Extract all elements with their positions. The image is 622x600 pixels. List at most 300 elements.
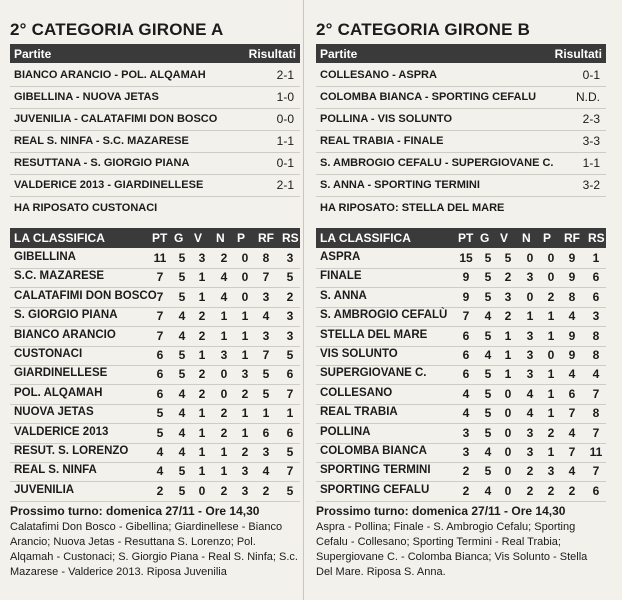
standings-row [316, 385, 606, 405]
col-rf: RF [258, 231, 274, 245]
stat-n: 4 [526, 406, 534, 421]
stat-pt: 2 [156, 483, 164, 498]
stat-rf: 4 [262, 309, 270, 324]
stat-v: 2 [504, 309, 512, 324]
standings-row [10, 268, 300, 288]
stat-p: 0 [547, 348, 555, 362]
stat-g: 5 [484, 289, 492, 304]
standings-row [316, 327, 606, 347]
stat-n: 3 [526, 348, 534, 362]
group-b-fixtures: Aspra - Pollina; Finale - S. Ambrogio Cefalu; Sporting Cefalu - Collesano; Sporting Termini - Real Trabia; Supergiovane C. - Colomba Bianca; Vis Solunto - Stella Del Mare. Riposa S. Anna. [316, 521, 588, 578]
match-row [10, 152, 300, 175]
team-name: POL. ALQAMAH [14, 386, 103, 399]
team-name: BIANCO ARANCIO [14, 328, 116, 341]
standings-row [10, 404, 300, 424]
stat-rs: 5 [286, 483, 294, 498]
stat-v: 1 [198, 425, 206, 440]
standings-row [10, 307, 300, 327]
stat-rf: 8 [262, 251, 270, 265]
col-v: V [500, 231, 509, 245]
team-name: JUVENILIA [14, 483, 75, 496]
team-name: S.C. MAZARESE [14, 270, 105, 283]
match-score: 0-0 [276, 112, 294, 126]
stat-v: 1 [198, 270, 206, 285]
stat-pt: 4 [156, 464, 164, 479]
stat-rs: 5 [286, 348, 294, 362]
team-name: GIARDINELLESE [14, 367, 108, 380]
standings-row [316, 268, 606, 288]
standings-row [10, 443, 300, 463]
match-row [316, 64, 606, 87]
standings-row [316, 424, 606, 444]
match-teams: VALDERICE 2013 - GIARDINELLESE [14, 179, 204, 191]
match-score: 1-1 [582, 156, 600, 170]
col-v: V [194, 231, 203, 245]
stat-pt: 4 [462, 406, 470, 421]
stat-g: 5 [484, 386, 492, 401]
stat-n: 1 [220, 328, 228, 343]
stat-v: 0 [504, 386, 512, 401]
stat-g: 4 [178, 406, 186, 421]
stat-rf: 4 [568, 425, 576, 440]
stat-g: 5 [484, 464, 492, 479]
stat-n: 1 [526, 309, 534, 324]
stat-g: 5 [178, 348, 186, 362]
team-name: VALDERICE 2013 [14, 425, 109, 438]
standings-row [10, 462, 300, 482]
col-p: P [543, 231, 552, 245]
standings-row [10, 327, 300, 347]
stat-p: 0 [241, 251, 249, 265]
team-name: ASPRA [320, 251, 361, 263]
stat-g: 4 [178, 328, 186, 343]
stat-pt: 3 [462, 445, 470, 459]
team-name: SPORTING CEFALU [320, 483, 430, 496]
stat-rf: 4 [262, 464, 270, 479]
stat-v: 3 [198, 251, 206, 265]
stat-p: 1 [241, 328, 249, 343]
team-name: S. ANNA [320, 289, 367, 302]
team-name: REAL S. NINFA [14, 464, 97, 477]
stat-v: 1 [198, 348, 206, 362]
stat-rs: 3 [592, 309, 600, 324]
team-name: CALATAFIMI DON BOSCO [14, 289, 157, 302]
standings-row [10, 346, 300, 366]
stat-g: 5 [484, 251, 492, 265]
match-teams: POLLINA - VIS SOLUNTO [320, 113, 453, 125]
stat-n: 4 [526, 386, 534, 401]
standings-row [10, 424, 300, 444]
stat-rf: 2 [568, 483, 576, 498]
team-name: COLOMBA BIANCA [320, 445, 427, 457]
stat-rf: 1 [262, 406, 270, 421]
stat-v: 3 [504, 289, 512, 304]
stat-rf: 6 [568, 386, 576, 401]
stat-p: 1 [241, 425, 249, 440]
stat-rs: 3 [286, 309, 294, 324]
stat-g: 5 [178, 270, 186, 285]
group-b-standings-header [316, 228, 606, 248]
group-b-matches-header [316, 44, 606, 63]
stat-rf: 3 [262, 328, 270, 343]
stat-rs: 6 [592, 483, 600, 498]
stat-rs: 7 [286, 464, 294, 479]
match-teams: S. ANNA - SPORTING TERMINI [320, 179, 480, 191]
stat-rs: 3 [286, 251, 294, 265]
stat-pt: 6 [462, 328, 470, 343]
match-row [316, 174, 606, 197]
col-rs: RS [282, 231, 299, 245]
team-name: SUPERGIOVANE C. [320, 367, 427, 380]
stat-pt: 5 [156, 406, 164, 421]
stat-p: 1 [241, 348, 249, 362]
standings-row [10, 365, 300, 385]
stat-pt: 3 [462, 425, 470, 440]
stat-g: 4 [484, 309, 492, 324]
stat-g: 5 [484, 367, 492, 382]
match-row [10, 174, 300, 197]
stat-pt: 6 [156, 367, 164, 382]
col-g: G [174, 231, 184, 245]
stat-p: 1 [241, 309, 249, 324]
stat-v: 0 [504, 406, 512, 421]
stat-n: 0 [220, 367, 228, 382]
stat-v: 0 [504, 425, 512, 440]
standings-row [316, 307, 606, 327]
stat-v: 1 [198, 464, 206, 479]
stat-n: 2 [220, 483, 228, 498]
stat-rs: 7 [592, 464, 600, 479]
standings-row [10, 249, 300, 269]
stat-n: 0 [526, 289, 534, 304]
stat-n: 3 [526, 445, 534, 459]
standings-row [10, 385, 300, 405]
team-name: VIS SOLUNTO [320, 348, 398, 360]
stat-rf: 3 [262, 445, 270, 459]
col-g: G [480, 231, 490, 245]
match-teams: COLLESANO - ASPRA [320, 69, 437, 81]
match-score: 0-1 [582, 68, 600, 82]
stat-v: 1 [198, 445, 206, 459]
stat-rs: 1 [286, 406, 294, 421]
stat-p: 1 [547, 386, 555, 401]
stat-pt: 5 [156, 425, 164, 440]
stat-g: 4 [178, 425, 186, 440]
standings-row [316, 482, 606, 502]
stat-v: 2 [198, 367, 206, 382]
stat-pt: 9 [462, 270, 470, 285]
group-b-rest-team: HA RIPOSATO: STELLA DEL MARE [320, 202, 505, 214]
stat-v: 2 [504, 270, 512, 285]
stat-rf: 7 [262, 270, 270, 285]
stat-g: 5 [178, 289, 186, 304]
group-b-next-round: Prossimo turno: domenica 27/11 - Ore 14,30 [316, 504, 566, 518]
col-pt: PT [458, 231, 474, 245]
standings-row [316, 249, 606, 269]
stat-v: 2 [198, 386, 206, 401]
stat-pt: 7 [156, 289, 164, 304]
stat-g: 5 [178, 464, 186, 479]
col-rf: RF [564, 231, 580, 245]
stat-n: 3 [220, 348, 228, 362]
stat-pt: 7 [462, 309, 470, 324]
match-teams: S. AMBROGIO CEFALU - SUPERGIOVANE C. [320, 157, 554, 169]
stat-v: 0 [198, 483, 206, 498]
stat-pt: 6 [462, 348, 470, 362]
team-name: NUOVA JETAS [14, 406, 94, 419]
stat-rs: 5 [286, 445, 294, 459]
stat-g: 5 [178, 251, 186, 265]
stat-rf: 7 [262, 348, 270, 362]
stat-g: 4 [484, 445, 492, 459]
match-teams: BIANCO ARANCIO - POL. ALQAMAH [14, 69, 206, 81]
stat-n: 3 [526, 425, 534, 440]
stat-v: 5 [504, 251, 512, 265]
stat-pt: 7 [156, 309, 164, 324]
match-score: 2-1 [276, 178, 294, 192]
stat-rs: 5 [286, 270, 294, 285]
group-a-matches-header [10, 44, 300, 63]
standings-row [10, 482, 300, 502]
stat-rs: 3 [286, 328, 294, 343]
stat-p: 3 [547, 464, 555, 479]
team-name: REAL TRABIA [320, 406, 398, 419]
stat-p: 2 [547, 289, 555, 304]
match-score: 2-1 [276, 68, 294, 82]
stat-rs: 7 [592, 425, 600, 440]
stat-g: 5 [484, 425, 492, 440]
stat-rs: 6 [592, 270, 600, 285]
stat-rf: 5 [262, 367, 270, 382]
stat-n: 1 [220, 445, 228, 459]
stat-p: 1 [547, 309, 555, 324]
team-name: S. GIORGIO PIANA [14, 309, 118, 322]
match-score: 3-3 [582, 134, 600, 148]
stat-pt: 2 [462, 483, 470, 498]
stat-pt: 15 [459, 251, 473, 265]
stat-n: 1 [220, 464, 228, 479]
stat-n: 2 [220, 406, 228, 421]
stat-p: 1 [547, 406, 555, 421]
group-a-fixtures: Calatafimi Don Bosco - Gibellina; Giardinellese - Bianco Arancio; Nuova Jetas - Resuttana S. Lorenzo; Pol. Alqamah - Custonaci; S. Giorgio Piana - Real S. Ninfa; S.c. Mazarese - Valderice 2013. Riposa Juvenilia [10, 521, 298, 578]
match-score: 2-3 [582, 112, 600, 126]
stat-p: 3 [241, 483, 249, 498]
group-a-next-round: Prossimo turno: domenica 27/11 - Ore 14,30 [10, 504, 260, 518]
stat-p: 1 [241, 406, 249, 421]
group-a-title: 2° CATEGORIA GIRONE A [10, 20, 224, 39]
col-n: N [216, 231, 225, 245]
stat-g: 4 [484, 348, 492, 362]
match-teams: COLOMBA BIANCA - SPORTING CEFALU [320, 91, 537, 103]
standings-row [316, 443, 606, 463]
stat-p: 1 [547, 367, 555, 382]
stat-pt: 6 [156, 348, 164, 362]
stat-rf: 4 [568, 367, 576, 382]
stat-rf: 7 [568, 406, 576, 421]
stat-n: 0 [220, 386, 228, 401]
match-row [316, 86, 606, 109]
standings-row [316, 462, 606, 482]
stat-rf: 4 [568, 309, 576, 324]
col-n: N [522, 231, 531, 245]
match-teams: REAL S. NINFA - S.C. MAZARESE [14, 135, 189, 147]
match-row [316, 152, 606, 175]
match-teams: RESUTTANA - S. GIORGIO PIANA [14, 157, 190, 169]
stat-p: 0 [547, 251, 555, 265]
stat-p: 3 [241, 367, 249, 382]
stat-rs: 2 [286, 289, 294, 304]
stat-v: 2 [198, 328, 206, 343]
stat-v: 1 [504, 367, 512, 382]
stat-rf: 6 [262, 425, 270, 440]
stat-g: 4 [178, 386, 186, 401]
stat-rs: 4 [592, 367, 600, 382]
stat-p: 0 [241, 270, 249, 285]
standings-row [316, 288, 606, 308]
stat-n: 2 [220, 251, 228, 265]
team-name: CUSTONACI [14, 348, 83, 360]
stat-n: 2 [526, 483, 534, 498]
stat-v: 2 [198, 309, 206, 324]
stat-pt: 4 [156, 445, 164, 459]
match-score: 0-1 [276, 156, 294, 170]
stat-pt: 11 [153, 251, 167, 265]
team-name: STELLA DEL MARE [320, 328, 428, 341]
stat-rs: 6 [592, 289, 600, 304]
stat-n: 3 [526, 328, 534, 343]
stat-n: 2 [220, 425, 228, 440]
standings-row [316, 404, 606, 424]
stat-p: 0 [547, 270, 555, 285]
stat-pt: 4 [462, 386, 470, 401]
stat-rf: 8 [568, 289, 576, 304]
stat-p: 0 [241, 289, 249, 304]
stat-n: 4 [220, 289, 228, 304]
match-teams: REAL TRABIA - FINALE [320, 135, 444, 147]
col-rs: RS [588, 231, 605, 245]
stat-n: 1 [220, 309, 228, 324]
stat-pt: 6 [462, 367, 470, 382]
stat-rs: 1 [592, 251, 600, 265]
matches-label: Partite [14, 47, 52, 61]
stat-rs: 7 [286, 386, 294, 401]
stat-rs: 6 [286, 425, 294, 440]
team-name: POLLINA [320, 425, 371, 438]
stat-pt: 7 [156, 328, 164, 343]
team-name: RESUT. S. LORENZO [14, 445, 129, 457]
team-name: SPORTING TERMINI [320, 464, 431, 477]
stat-p: 1 [547, 445, 555, 459]
standings-row [316, 346, 606, 366]
stat-g: 5 [178, 483, 186, 498]
stat-rs: 8 [592, 348, 600, 362]
stat-g: 5 [484, 406, 492, 421]
stat-n: 4 [220, 270, 228, 285]
matches-label: Partite [320, 47, 358, 61]
stat-p: 2 [241, 386, 249, 401]
stat-g: 4 [178, 445, 186, 459]
stat-v: 1 [504, 328, 512, 343]
stat-v: 1 [198, 289, 206, 304]
match-row [316, 130, 606, 153]
stat-p: 1 [547, 328, 555, 343]
group-a-standings-header [10, 228, 300, 248]
stat-g: 5 [178, 367, 186, 382]
match-row [10, 64, 300, 87]
stat-v: 1 [198, 406, 206, 421]
stat-g: 5 [484, 328, 492, 343]
stat-rf: 4 [568, 464, 576, 479]
results-label: Risultati [248, 47, 296, 61]
stat-pt: 7 [156, 270, 164, 285]
match-teams: JUVENILIA - CALATAFIMI DON BOSCO [14, 113, 218, 125]
stat-g: 4 [178, 309, 186, 324]
stat-rf: 9 [568, 270, 576, 285]
team-name: FINALE [320, 270, 362, 283]
team-name: COLLESANO [320, 386, 393, 399]
stat-rs: 8 [592, 328, 600, 343]
team-name: GIBELLINA [14, 251, 76, 263]
standings-label: LA CLASSIFICA [320, 231, 411, 245]
column-divider [303, 0, 304, 600]
group-b-title: 2° CATEGORIA GIRONE B [316, 20, 531, 39]
stat-rs: 6 [286, 367, 294, 382]
match-score: 1-0 [276, 90, 294, 104]
stat-n: 2 [526, 464, 534, 479]
col-p: P [237, 231, 246, 245]
stat-rs: 8 [592, 406, 600, 421]
stat-p: 2 [547, 483, 555, 498]
stat-rf: 2 [262, 483, 270, 498]
stat-v: 0 [504, 464, 512, 479]
stat-rs: 11 [589, 445, 603, 459]
stat-n: 3 [526, 367, 534, 382]
match-score: N.D. [576, 90, 600, 104]
match-row [10, 130, 300, 153]
stat-n: 0 [526, 251, 534, 265]
stat-v: 0 [504, 445, 512, 459]
standings-row [10, 288, 300, 308]
match-score: 3-2 [582, 178, 600, 192]
match-row [10, 86, 300, 109]
standings-label: LA CLASSIFICA [14, 231, 105, 245]
results-label: Risultati [554, 47, 602, 61]
stat-rs: 7 [592, 386, 600, 401]
stat-rf: 3 [262, 289, 270, 304]
stat-pt: 6 [156, 386, 164, 401]
standings-row [316, 365, 606, 385]
match-teams: GIBELLINA - NUOVA JETAS [14, 91, 159, 103]
stat-rf: 7 [568, 445, 576, 459]
stat-rf: 9 [568, 348, 576, 362]
team-name: S. AMBROGIO CEFALÙ [320, 309, 448, 322]
stat-pt: 2 [462, 464, 470, 479]
stat-g: 5 [484, 270, 492, 285]
col-pt: PT [152, 231, 168, 245]
stat-rf: 9 [568, 328, 576, 343]
stat-rf: 5 [262, 386, 270, 401]
stat-rf: 9 [568, 251, 576, 265]
group-a-rest-team: HA RIPOSATO CUSTONACI [14, 202, 158, 214]
stat-g: 4 [484, 483, 492, 498]
stat-p: 2 [547, 425, 555, 440]
stat-p: 2 [241, 445, 249, 459]
stat-v: 1 [504, 348, 512, 362]
stat-pt: 9 [462, 289, 470, 304]
match-row [10, 108, 300, 131]
stat-p: 3 [241, 464, 249, 479]
match-row [316, 108, 606, 131]
